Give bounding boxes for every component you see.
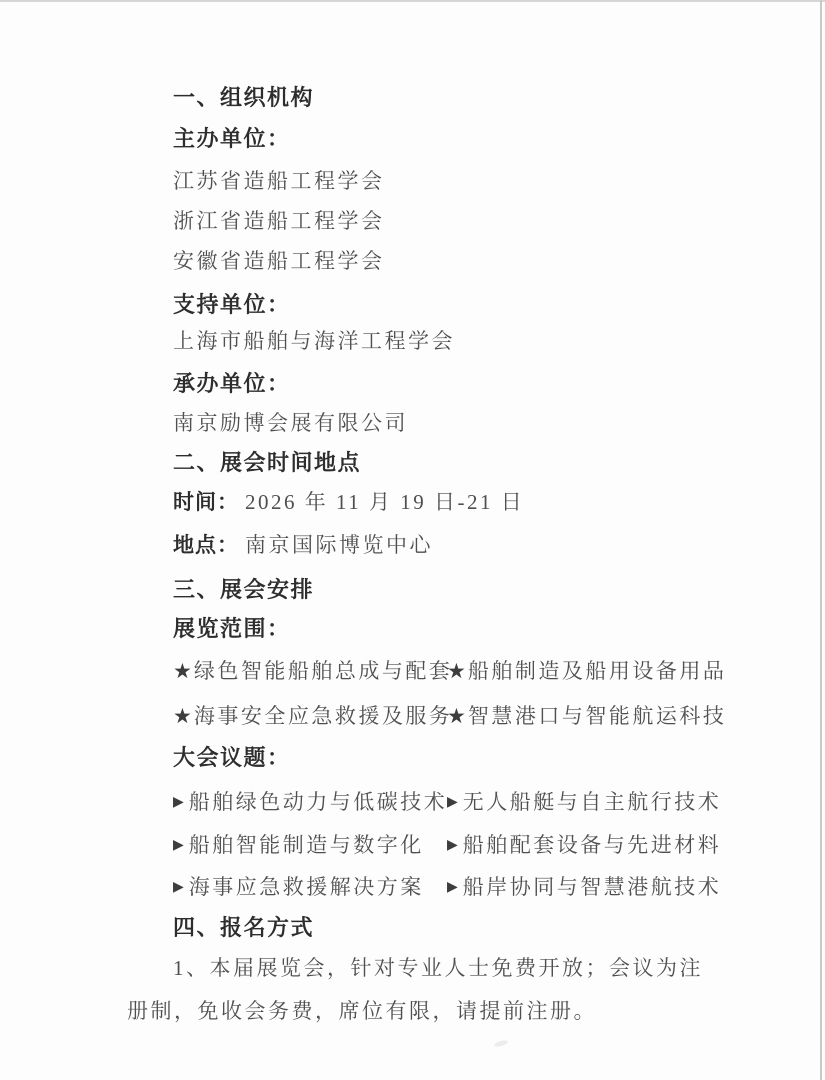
topic-row-2: [173, 830, 722, 861]
scope-item-1: [173, 659, 452, 683]
scope-item-4: [447, 701, 726, 731]
host-unit-3: 安徽省造船工程学会: [173, 249, 385, 273]
support-units-label: 支持单位：: [173, 292, 291, 317]
conference-topics-label: 大会议题：: [173, 745, 291, 770]
organizer-units-label: 承办单位：: [173, 371, 291, 396]
star-icon: ★: [447, 659, 466, 683]
topic-item-5-text: 海事应急救援解决方案: [188, 875, 424, 899]
triangle-bullet-icon: ▶: [173, 795, 184, 810]
topic-item-3: [173, 833, 424, 857]
scan-top-edge-line: [0, 0, 825, 2]
scope-item-2: [447, 656, 726, 686]
time-value: 2026 年 11 月 19 日-21 日: [245, 490, 525, 514]
topic-item-4-text: 船舶配套设备与先进材料: [462, 833, 722, 857]
section-title-arrangement: 三、展会安排: [173, 577, 315, 602]
place-value: 南京国际博览中心: [245, 533, 433, 557]
registration-paragraph-line-2: 册制，免收会务费，席位有限，请提前注册。: [127, 999, 597, 1023]
scope-item-2-text: 船舶制造及船用设备用品: [467, 659, 727, 683]
triangle-bullet-icon: ▶: [447, 795, 458, 810]
topic-row-3: [173, 872, 722, 903]
scope-item-1-text: 绿色智能船舶总成与配套: [193, 659, 453, 683]
topic-item-1: [173, 790, 447, 814]
registration-paragraph-line-1: 1、本届展览会，针对专业人士免费开放；会议为注: [173, 956, 703, 980]
topic-item-4: [447, 830, 721, 861]
triangle-bullet-icon: ▶: [173, 838, 184, 853]
support-unit-1: 上海市船舶与海洋工程学会: [173, 329, 455, 353]
scan-right-edge-line: [820, 0, 822, 1080]
host-units-label: 主办单位：: [173, 126, 291, 151]
triangle-bullet-icon: ▶: [447, 838, 458, 853]
topic-item-6: [447, 872, 721, 903]
time-row: [173, 487, 524, 518]
topic-item-2-text: 无人船艇与自主航行技术: [462, 790, 722, 814]
scope-row-1: [173, 656, 727, 686]
star-icon: ★: [173, 704, 192, 728]
section-title-registration: 四、报名方式: [173, 915, 315, 940]
topic-item-1-text: 船舶绿色动力与低碳技术: [188, 790, 448, 814]
time-label: 时间：: [173, 491, 239, 514]
triangle-bullet-icon: ▶: [173, 880, 184, 895]
place-label: 地点：: [173, 534, 239, 557]
scope-row-2: [173, 701, 727, 731]
topic-item-2: [447, 787, 721, 818]
scope-item-3-text: 海事安全应急救援及服务: [193, 704, 453, 728]
section-title-organization: 一、组织机构: [173, 85, 315, 110]
triangle-bullet-icon: ▶: [447, 880, 458, 895]
scope-item-3: [173, 704, 452, 728]
organizer-unit-1: 南京励博会展有限公司: [173, 411, 408, 435]
topic-row-1: [173, 787, 722, 818]
star-icon: ★: [173, 659, 192, 683]
scan-smudge: [494, 1039, 509, 1047]
place-row: [173, 530, 433, 561]
section-title-time-place: 二、展会时间地点: [173, 450, 362, 475]
topic-item-3-text: 船舶智能制造与数字化: [188, 833, 424, 857]
host-unit-1: 江苏省造船工程学会: [173, 169, 385, 193]
topic-item-6-text: 船岸协同与智慧港航技术: [462, 875, 722, 899]
scope-item-4-text: 智慧港口与智能航运科技: [467, 704, 727, 728]
topic-item-5: [173, 875, 424, 899]
star-icon: ★: [447, 704, 466, 728]
exhibition-scope-label: 展览范围：: [173, 616, 291, 641]
host-unit-2: 浙江省造船工程学会: [173, 209, 385, 233]
